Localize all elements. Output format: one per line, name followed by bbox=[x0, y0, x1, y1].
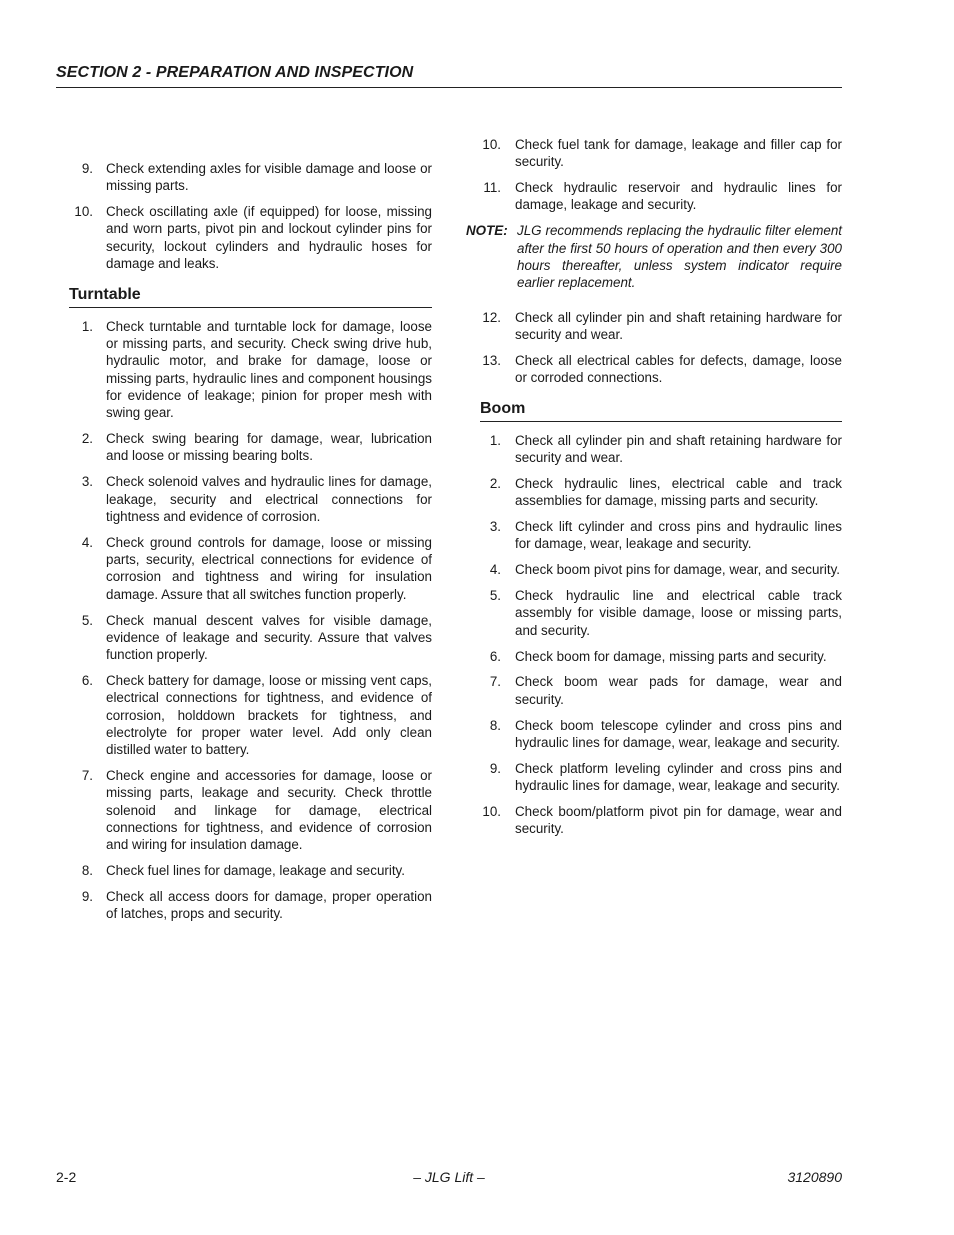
right-column bbox=[466, 136, 842, 846]
item-text: Check solenoid valves and hydraulic lines for damage, leakage, security and electrical connections for tightness and evidence of corrosion. bbox=[106, 474, 432, 524]
item-text: Check fuel tank for damage, leakage and filler cap for security. bbox=[515, 137, 842, 170]
item-number: 1. bbox=[81, 318, 93, 334]
list-item bbox=[466, 309, 842, 344]
item-number: 11. bbox=[483, 180, 501, 196]
item-number: 6. bbox=[489, 648, 501, 664]
item-text: Check boom/platform pivot pin for damage, wear and security. bbox=[515, 804, 842, 837]
item-text: Check battery for damage, loose or missing vent caps, electrical connections for tightness, and evidence of corrosion, holddown brackets for tightness, and electrolyte for proper water level. Add only clean distilled water to battery. bbox=[106, 672, 432, 758]
item-text: Check boom wear pads for damage, wear and security. bbox=[515, 674, 842, 707]
item-number: 10. bbox=[482, 137, 501, 152]
item-number: 8. bbox=[81, 863, 93, 879]
boom-checklist bbox=[466, 432, 842, 838]
item-number: 3. bbox=[489, 519, 501, 535]
item-number: 9. bbox=[81, 161, 93, 176]
list-item bbox=[466, 587, 842, 639]
item-text: Check extending axles for visible damage and loose or missing parts. bbox=[106, 161, 432, 194]
page-header bbox=[56, 64, 842, 88]
item-text: Check boom telescope cylinder and cross pins and hydraulic lines for damage, wear, leakage and security. bbox=[515, 717, 842, 750]
list-item bbox=[466, 673, 842, 708]
item-text: Check hydraulic line and electrical cable track assembly for visible damage, loose or missing parts, and security. bbox=[515, 588, 842, 638]
item-text: Check turntable and turntable lock for damage, loose or missing parts, and security. Check swing drive hub, hydraulic motor, and brake for damage, loose or missing parts, hydraulic lines and component housings for evidence of leakage; pinion for proper mesh with swing gear. bbox=[106, 318, 432, 421]
item-text: Check engine and accessories for damage, loose or missing parts, leakage and security. Check throttle solenoid and linkage for damage, electrical connections for tightness, and evidence of corrosion and wiring for insulation damage. bbox=[106, 768, 432, 853]
list-item bbox=[56, 672, 432, 758]
item-number: 13. bbox=[482, 352, 501, 368]
item-number: 9. bbox=[489, 760, 501, 776]
page-footer bbox=[56, 1169, 842, 1189]
item-number: 6. bbox=[81, 672, 93, 688]
list-item bbox=[466, 803, 842, 838]
item-text: Check oscillating axle (if equipped) for loose, missing and worn parts, pivot pin and lockout cylinder pins for security, lockout cylinders and hydraulic hoses for damage and leaks. bbox=[106, 204, 432, 272]
item-number: 8. bbox=[489, 717, 501, 733]
list-item bbox=[466, 561, 842, 578]
item-number: 4. bbox=[489, 562, 501, 578]
item-text: Check swing bearing for damage, wear, lubrication and loose or missing bearing bolts. bbox=[106, 431, 432, 464]
cylinder-cable-checklist bbox=[466, 309, 842, 387]
item-number: 12. bbox=[482, 309, 501, 325]
item-text: Check lift cylinder and cross pins and hydraulic lines for damage, wear, leakage and security. bbox=[515, 519, 842, 552]
list-item bbox=[56, 534, 432, 603]
list-item bbox=[56, 473, 432, 525]
left-column bbox=[56, 160, 432, 931]
boom-heading: Boom bbox=[480, 400, 842, 421]
list-item bbox=[466, 136, 842, 171]
item-text: Check boom pivot pins for damage, wear, and security. bbox=[515, 562, 841, 578]
list-item bbox=[56, 203, 432, 272]
item-text: Check hydraulic lines, electrical cable and track assemblies for damage, missing parts and security. bbox=[515, 475, 842, 509]
note-text: JLG recommends replacing the hydraulic filter element after the first 50 hours of operation and then every 300 hours thereafter, unless system indicator require earlier replacement. bbox=[517, 223, 842, 291]
item-number: 7. bbox=[81, 768, 93, 784]
list-item bbox=[466, 760, 842, 795]
axle-checklist bbox=[56, 160, 432, 272]
note-block bbox=[466, 222, 842, 291]
footer-brand: – JLG Lift – bbox=[413, 1169, 485, 1185]
item-text: Check all cylinder pin and shaft retaining hardware for security and wear. bbox=[515, 432, 842, 465]
list-item bbox=[466, 648, 842, 665]
item-number: 5. bbox=[81, 612, 93, 628]
page-number: 2-2 bbox=[56, 1169, 77, 1185]
turntable-checklist bbox=[56, 318, 432, 923]
list-item bbox=[466, 179, 842, 214]
list-item bbox=[56, 160, 432, 195]
item-number: 2. bbox=[81, 431, 93, 447]
item-text: Check platform leveling cylinder and cross pins and hydraulic lines for damage, wear, leakage and security. bbox=[515, 760, 842, 794]
item-text: Check all access doors for damage, proper operation of latches, props and security. bbox=[106, 889, 432, 922]
tank-checklist bbox=[466, 136, 842, 214]
item-number: 7. bbox=[489, 674, 501, 690]
item-number: 10. bbox=[482, 804, 501, 820]
list-item bbox=[56, 318, 432, 422]
item-text: Check boom for damage, missing parts and security. bbox=[515, 648, 827, 664]
section-title: SECTION 2 - PREPARATION AND INSPECTION bbox=[56, 64, 414, 81]
list-item bbox=[466, 717, 842, 752]
document-number: 3120890 bbox=[787, 1169, 842, 1185]
list-item bbox=[56, 862, 432, 879]
turntable-heading: Turntable bbox=[69, 286, 432, 307]
item-text: Check hydraulic reservoir and hydraulic lines for damage, leakage and security. bbox=[515, 180, 842, 213]
list-item bbox=[466, 352, 842, 387]
item-text: Check fuel lines for damage, leakage and security. bbox=[106, 863, 405, 879]
item-number: 3. bbox=[81, 474, 93, 490]
item-number: 4. bbox=[81, 534, 93, 550]
note-label: NOTE: bbox=[466, 223, 508, 239]
item-text: Check all electrical cables for defects, damage, loose or corroded connections. bbox=[515, 352, 842, 386]
item-number: 1. bbox=[489, 432, 501, 448]
item-text: Check ground controls for damage, loose or missing parts, security, electrical connections for evidence of corrosion and tightness and wiring for insulation damage. Assure that all switches function properly. bbox=[106, 534, 432, 602]
item-number: 10. bbox=[74, 204, 93, 220]
list-item bbox=[56, 430, 432, 465]
item-number: 2. bbox=[489, 475, 501, 491]
item-number: 9. bbox=[81, 889, 93, 905]
item-text: Check manual descent valves for visible damage, evidence of leakage and security. Assure that valves function properly. bbox=[106, 612, 432, 663]
list-item bbox=[56, 767, 432, 853]
list-item bbox=[466, 475, 842, 510]
list-item bbox=[466, 518, 842, 553]
list-item bbox=[56, 612, 432, 664]
item-text: Check all cylinder pin and shaft retaining hardware for security and wear. bbox=[515, 309, 842, 342]
list-item bbox=[56, 888, 432, 923]
list-item bbox=[466, 432, 842, 467]
item-number: 5. bbox=[489, 588, 501, 604]
